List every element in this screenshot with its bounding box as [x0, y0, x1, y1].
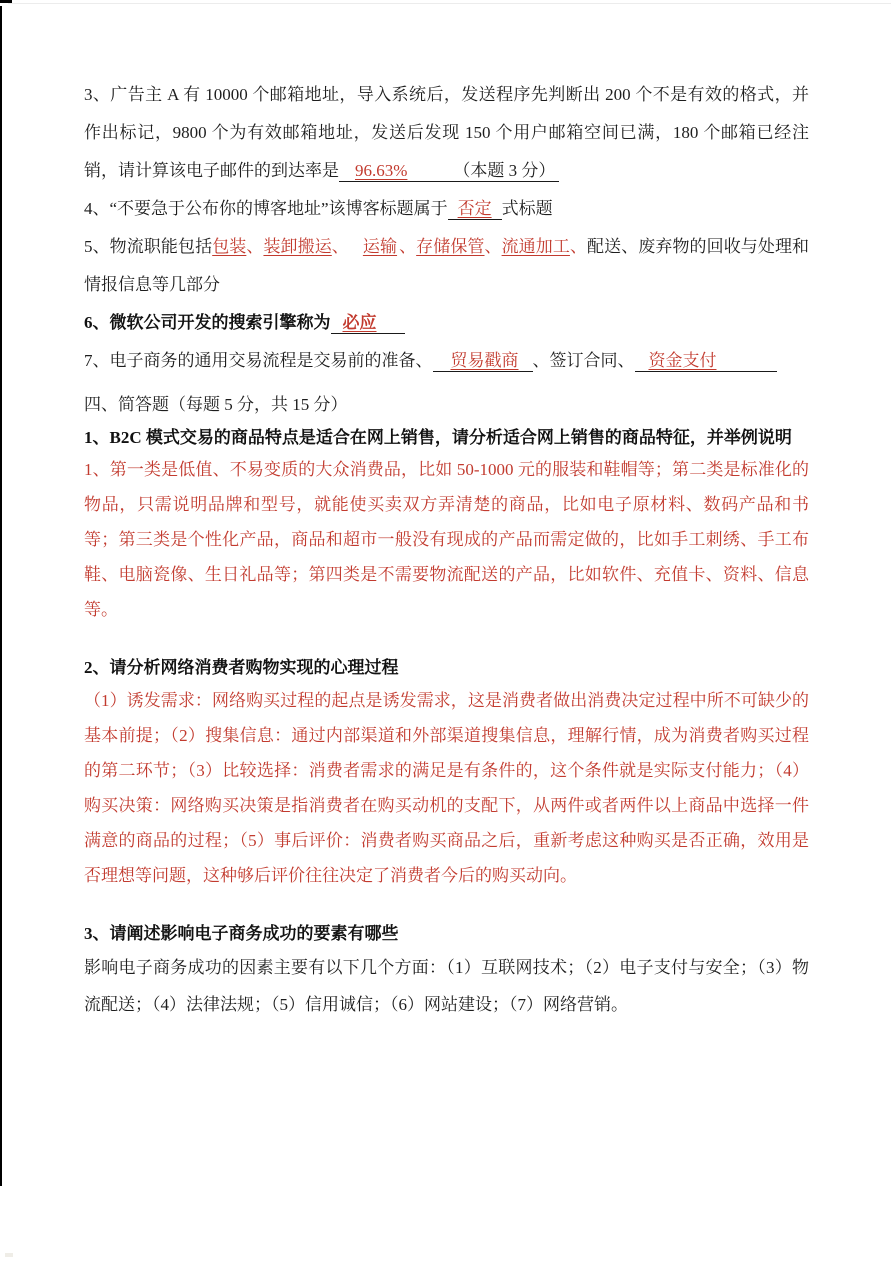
answer-fill: 否定: [448, 199, 502, 220]
text-segment: 1、B2C 模式交易的商品特点是适合在网上销售，请分析适合网上销售的商品特征，并举例说明: [84, 428, 792, 447]
short-question-1: [84, 424, 809, 452]
text-segment: 3、广告主 A 有 10000 个邮箱地址，导入系统后，发送程序先判断出 200 个不是有效的格式，并作出标记，9800 个为有效邮箱地址，发送后发现 150 个用户邮箱空间已满，180 个邮箱已经注销，请计算该电子邮件的到达率是: [84, 85, 809, 180]
text-segment: 、: [246, 237, 264, 256]
score-note: （本题 3 分）: [419, 161, 559, 182]
answer-fill: 必应: [331, 313, 385, 334]
answer-text: 影响电子商务成功的因素主要有以下几个方面：（1）互联网技术；（2）电子支付与安全；（3）物流配送；（4）法律法规；（5）信用诚信；（6）网站建设；（7）网络营销。: [84, 958, 809, 1014]
text-segment: 6、微软公司开发的搜索引擎称为: [84, 313, 331, 332]
answer-text: 1、第一类是低值、不易变质的大众消费品，比如 50-1000 元的服装和鞋帽等；第二类是标准化的物品，只需说明品牌和型号，就能使买卖双方弄清楚的商品，比如电子原材料、数码产品和书等；第三类是个性化产品，商品和超市一般没有现成的产品而需定做的，比如手工刺绣、手工布鞋、电脑瓷像、生日礼品等；第四类是不需要物流配送的产品，比如软件、充值卡、资料、信息等。: [84, 460, 809, 619]
question-7: [84, 342, 809, 380]
short-answer-3: [84, 949, 809, 1023]
short-answer-1: [84, 452, 809, 627]
answer-fill: 资金支付: [635, 351, 719, 372]
blank-extension: [385, 313, 405, 334]
text-segment: 、: [399, 237, 417, 256]
text-segment: 3、请阐述影响电子商务成功的要素有哪些: [84, 924, 399, 943]
answer-fill: 包装: [212, 237, 247, 256]
question-5: [84, 228, 809, 304]
text-segment: 式标题: [501, 199, 553, 218]
answer-fill: 运输: [362, 237, 398, 256]
text-segment: 、: [484, 237, 502, 256]
short-question-3: [84, 919, 809, 949]
answer-text: （1）诱发需求：网络购买过程的起点是诱发需求，这是消费者做出消费决定过程中所不可缺少的基本前提；（2）搜集信息：通过内部渠道和外部渠道搜集信息，理解行情，成为消费者购买过程的第二环节；（3）比较选择：消费者需求的满足是有条件的，这个条件就是实际支付能力；（4）购买决策：网络购买决策是指消费者在购买动机的支配下，从两件或者两件以上商品中选择一件满意的商品的过程；（5）事后评价：消费者购买商品之后，重新考虑这种购买是否正确，效用是否理想等问题，这种够后评价往往决定了消费者今后的购买动向。: [84, 691, 809, 885]
answer-fill: 96.63%: [339, 161, 419, 182]
section-4-title: [84, 386, 809, 424]
answer-fill: 存储保管: [416, 237, 485, 256]
text-segment: 、: [569, 237, 588, 256]
question-6: [84, 304, 809, 342]
short-answer-2: [84, 683, 809, 893]
text-segment: 7、电子商务的通用交易流程是交易前的准备、: [84, 351, 433, 370]
answer-fill: 贸易戳商: [433, 351, 533, 372]
short-question-2: [84, 653, 809, 683]
answer-fill: 流通加工: [501, 237, 570, 256]
text-segment: 四、简答题（每题 5 分，共 15 分）: [84, 395, 348, 414]
text-segment: 5、物流职能包括: [84, 237, 213, 256]
text-segment: 4、“不要急于公布你的博客地址”该博客标题属于: [84, 199, 448, 218]
blank-extension: [719, 351, 777, 372]
text-segment: 、: [331, 237, 349, 256]
question-3: [84, 76, 809, 190]
question-4: [84, 190, 809, 228]
text-segment: 配送、废弃物的回收与处理和情报信息等几部分: [84, 237, 810, 294]
answer-fill: 装卸搬运: [263, 237, 332, 256]
text-segment: 、签订合同、: [532, 351, 635, 370]
text-segment: 2、请分析网络消费者购物实现的心理过程: [84, 658, 399, 677]
